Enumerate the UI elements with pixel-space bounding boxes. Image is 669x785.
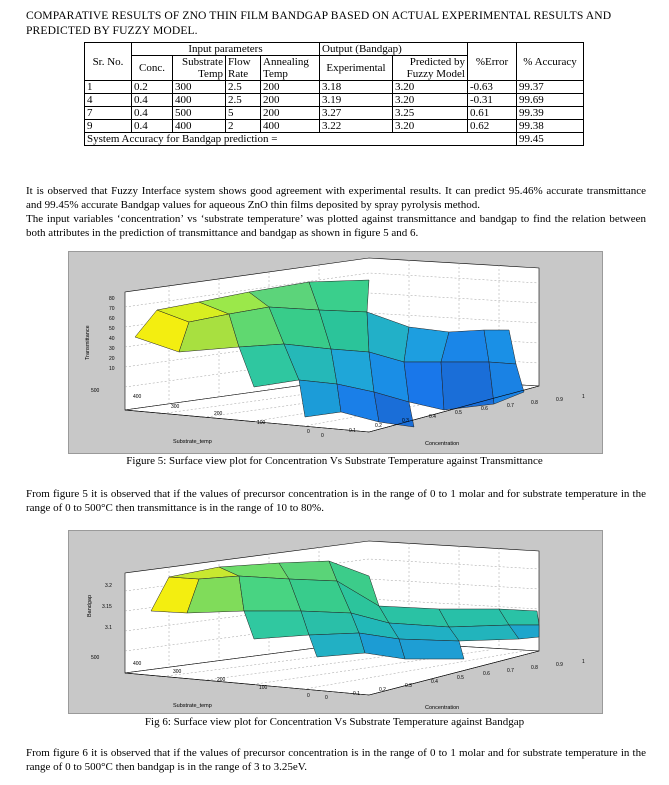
- x-tick: 0.6: [483, 671, 490, 677]
- cell-flow: 2.5: [226, 81, 261, 94]
- table-row: [85, 81, 584, 94]
- x-tick: 1: [582, 659, 585, 665]
- x-tick: 0: [321, 433, 324, 439]
- z-tick: 300: [173, 669, 182, 675]
- fig6-z-axis-label: Substrate_temp: [173, 703, 212, 709]
- fig6-y-tick-labels: [102, 583, 112, 631]
- cell-anneal: 200: [261, 94, 320, 107]
- table-summary-row: [85, 133, 584, 146]
- cell-pred: 3.20: [393, 81, 468, 94]
- x-tick: 0.9: [556, 397, 563, 403]
- x-tick: 0.3: [402, 418, 409, 424]
- header-error: %Error: [468, 43, 517, 81]
- cell-conc: 0.4: [132, 120, 173, 133]
- figure-5-surface-plot: [68, 251, 603, 454]
- header-flow-rate: Flow Rate: [226, 56, 261, 81]
- x-tick: 0.1: [349, 428, 356, 434]
- x-tick: 0.3: [405, 683, 412, 689]
- cell-acc: 99.37: [517, 81, 584, 94]
- paragraph-observation: It is observed that Fuzzy Interface system shows good agreement with experimental results. It can predict 95.46% accurate transmittance and 99.45% accurate Bandgap values for aqueous ZnO thin films deposited by spray pyrolysis method.: [26, 185, 646, 212]
- cell-flow: 5: [226, 107, 261, 120]
- x-tick: 0.2: [375, 423, 382, 429]
- x-tick: 0.5: [455, 410, 462, 416]
- cell-acc: 99.39: [517, 107, 584, 120]
- z-tick: 100: [259, 685, 268, 691]
- z-tick: 500: [91, 388, 100, 394]
- x-tick: 0: [325, 695, 328, 701]
- x-tick: 0.4: [431, 679, 438, 685]
- cell-pred: 3.20: [393, 94, 468, 107]
- table-row: [85, 120, 584, 133]
- x-tick: 1: [582, 394, 585, 400]
- cell-conc: 0.4: [132, 107, 173, 120]
- cell-acc: 99.69: [517, 94, 584, 107]
- table-row: [85, 94, 584, 107]
- y-tick: 30: [109, 346, 115, 352]
- paragraph-input-variables: The input variables ‘concentration’ vs ‘substrate temperature’ was plotted against transmittance and bandgap to find the relation between both attributes in the prediction of transmittance and bandgap as shown in figure 5 and 6.: [26, 213, 646, 240]
- header-conc: Conc.: [132, 56, 173, 81]
- z-tick: 0: [307, 693, 310, 699]
- figure-6-canvas: [69, 531, 602, 713]
- cell-exp: 3.18: [320, 81, 393, 94]
- x-tick: 0.8: [531, 665, 538, 671]
- cell-sub: 400: [173, 94, 226, 107]
- fig5-z-axis-label: Substrate_temp: [173, 439, 212, 445]
- x-tick: 0.7: [507, 403, 514, 409]
- fig5-y-axis-label: Transmittance: [85, 325, 91, 360]
- y-tick: 3.2: [105, 583, 112, 589]
- cell-sub: 400: [173, 120, 226, 133]
- cell-err: 0.61: [468, 107, 517, 120]
- x-tick: 0.5: [457, 675, 464, 681]
- cell-sr: 7: [85, 107, 132, 120]
- paragraph-figure-5-observation: From figure 5 it is observed that if the values of precursor concentration is in the range of 0 to 1 molar and for substrate temperature in the range of 0 to 500°C then transmittance is in the range of 10 to 80%.: [26, 488, 646, 515]
- cell-flow: 2.5: [226, 94, 261, 107]
- z-tick: 200: [217, 677, 226, 683]
- cell-conc: 0.2: [132, 81, 173, 94]
- y-tick: 10: [109, 366, 115, 372]
- results-table: [84, 42, 584, 146]
- x-tick: 0.2: [379, 687, 386, 693]
- cell-sr: 9: [85, 120, 132, 133]
- y-tick: 80: [109, 296, 115, 302]
- x-tick: 0.4: [429, 414, 436, 420]
- header-srno: Sr. No.: [85, 43, 132, 81]
- fig5-x-axis-label: Concentration: [425, 441, 460, 447]
- cell-sr: 1: [85, 81, 132, 94]
- cell-exp: 3.22: [320, 120, 393, 133]
- x-tick: 0.7: [507, 668, 514, 674]
- y-tick: 40: [109, 336, 115, 342]
- cell-exp: 3.19: [320, 94, 393, 107]
- x-tick: 0.9: [556, 662, 563, 668]
- cell-pred: 3.20: [393, 120, 468, 133]
- cell-sub: 500: [173, 107, 226, 120]
- z-tick: 400: [133, 394, 142, 400]
- z-tick: 100: [257, 420, 266, 426]
- cell-anneal: 400: [261, 120, 320, 133]
- summary-label: System Accuracy for Bandgap prediction =: [85, 133, 517, 146]
- y-tick: 20: [109, 356, 115, 362]
- figure-6-surface-plot: [68, 530, 603, 714]
- cell-err: -0.63: [468, 81, 517, 94]
- table-row: [85, 107, 584, 120]
- figure-5-caption: Figure 5: Surface view plot for Concentration Vs Substrate Temperature against Transmittance: [126, 455, 543, 467]
- x-tick: 0.1: [353, 691, 360, 697]
- cell-sub: 300: [173, 81, 226, 94]
- cell-anneal: 200: [261, 81, 320, 94]
- x-tick: 0.8: [531, 400, 538, 406]
- fig6-x-axis-label: Concentration: [425, 705, 460, 711]
- section-heading: COMPARATIVE RESULTS OF ZNO THIN FILM BANDGAP BASED ON ACTUAL EXPERIMENTAL RESULTS AND PREDICTED BY FUZZY MODEL.: [26, 9, 612, 37]
- header-input-parameters: Input parameters: [132, 43, 320, 56]
- fig5-y-tick-labels: [109, 296, 115, 372]
- cell-pred: 3.25: [393, 107, 468, 120]
- header-experimental: Experimental: [320, 56, 393, 81]
- header-accuracy: % Accuracy: [517, 43, 584, 81]
- y-tick: 60: [109, 316, 115, 322]
- cell-acc: 99.38: [517, 120, 584, 133]
- y-tick: 3.15: [102, 604, 112, 610]
- cell-sr: 4: [85, 94, 132, 107]
- y-tick: 3.1: [105, 625, 112, 631]
- cell-conc: 0.4: [132, 94, 173, 107]
- figure-6-caption: Fig 6: Surface view plot for Concentration Vs Substrate Temperature against Bandgap: [144, 716, 525, 728]
- fig6-y-axis-label: Bandgap: [87, 594, 93, 617]
- paragraph-figure-6-observation: From figure 6 it is observed that if the values of precursor concentration is in the range of 0 to 1 molar and for substrate temperature in the range of 0 to 500°C then bandgap is in the range of 3 to 3.25eV.: [26, 747, 646, 774]
- z-tick: 400: [133, 661, 142, 667]
- header-substrate-temp: Substrate Temp: [173, 56, 226, 81]
- cell-err: 0.62: [468, 120, 517, 133]
- cell-err: -0.31: [468, 94, 517, 107]
- figure-5-canvas: [69, 252, 602, 453]
- cell-anneal: 200: [261, 107, 320, 120]
- header-annealing-temp: Annealing Temp: [261, 56, 320, 81]
- summary-value: 99.45: [517, 133, 584, 146]
- header-output: Output (Bandgap): [320, 43, 468, 56]
- x-tick: 0.6: [481, 406, 488, 412]
- cell-exp: 3.27: [320, 107, 393, 120]
- z-tick: 300: [171, 404, 180, 410]
- z-tick: 200: [214, 411, 223, 417]
- y-tick: 50: [109, 326, 115, 332]
- y-tick: 70: [109, 306, 115, 312]
- z-tick: 500: [91, 655, 100, 661]
- z-tick: 0: [307, 429, 310, 435]
- cell-flow: 2: [226, 120, 261, 133]
- header-predicted: Predicted by Fuzzy Model: [393, 56, 468, 81]
